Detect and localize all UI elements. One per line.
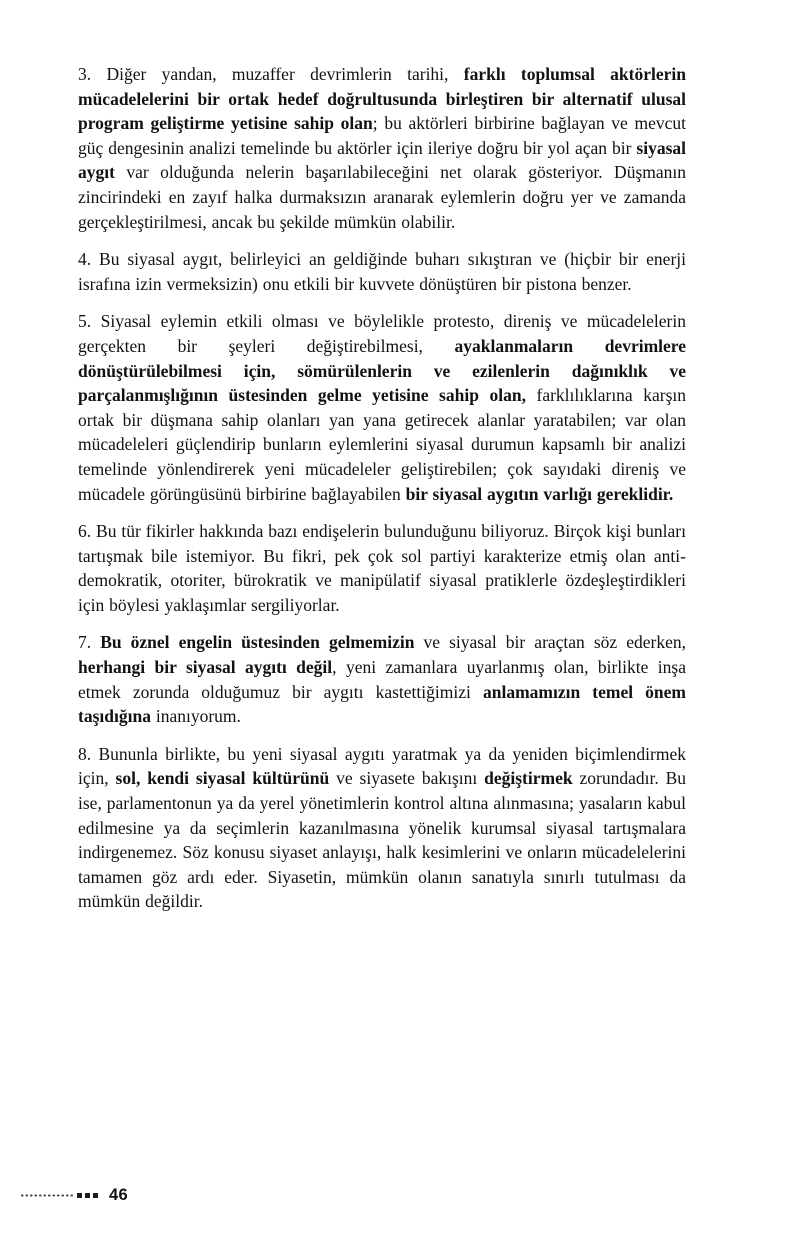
text-run: 7. [78,632,101,653]
paragraph [78,62,686,234]
bold-text-run: ayaklanmaların devrimlere dönüştürülebilmesi için, sömürülenlerin ve ezilenlerin dağınıklık ve parçalanmışlığının üstesinden gelme yetisine sahip olan, [78,335,686,406]
page-footer [20,1187,128,1203]
paragraph [78,309,686,506]
text-run: 6. Bu tür fikirler hakkında bazı endişelerin bulunduğunu biliyoruz. Birçok kişi bunları tartışmak bile istemiyor. Bu fikri, pek çok sol partiyi karakterize etmiş olan anti-demokratik, otoriter, bürokratik ve manipülatif siyasal pratiklerle özdeşleştirdikleri için böylesi yaklaşımlar sergiliyorlar. [78,521,686,615]
text-run: ; bu aktörleri birbirine bağlayan ve mevcut güç dengesinin analizi temelinde bu aktörler için ileriye doğru bir yol açan bir [78,113,686,158]
text-run: 5. Siyasal eylemin etkili olması ve böylelikle protesto, direniş ve mücadelelerin gerçekten bir şeyleri değiştirebilmesi, [78,311,686,356]
paragraph [78,519,686,617]
text-run: 8. Bununla birlikte, bu yeni siyasal aygıtı yaratmak ya da yeniden biçimlendirmek için, [78,743,686,789]
bold-text-run: değiştirmek [484,768,573,789]
bold-text-run: Bu öznel engelin üstesinden gelmemizin [100,632,415,653]
text-run: ve siyasal bir araçtan söz ederken, [414,632,687,653]
bold-text-run: herhangi bir siyasal aygıtı değil [78,657,333,678]
paragraph [78,247,686,296]
bold-text-run: sol, kendi siyasal kültürünü [115,768,330,789]
text-run: farklılıklarına karşın ortak bir düşmana sahip olanları yan yana getirecek alanlar yaratabilen; var olan mücadeleleri güçlendirip bunların eylemlerini siyasal durumun kapsamlı bir analizi temelinde yönlendirerek yeni mücadeleler geliştirebilen; çok sayıdaki direniş ve mücadele görüngüsünü birbirine bağlayabilen [78,385,686,504]
footer-squares-decoration [77,1193,101,1198]
text-run: inanıyorum. [150,706,241,727]
bold-text-run: anlamamızın temel önem taşıdığına [78,681,687,727]
page-number: 46 [109,1185,128,1204]
paragraph [78,742,686,914]
bold-text-run: siyasal aygıt [78,137,686,183]
text-run: zorundadır. Bu ise, parlamentonun ya da yerel yönetimlerin kontrol altına alınmasına; yasaların kabul edilmesine ya da seçimlerin kazanılmasına yönelik kurumsal siyasal tartışmalara indirgenemez. Söz konusu siyaset anlayışı, halk kesimlerini ve onların mücadelelerini tamamen göz ardı eder. Siyasetin, mümkün olanın sanatıyla sınırlı tutulması da mümkün değildir. [78,768,686,912]
text-run: ve siyasete bakışını [329,768,485,789]
text-run: , yeni zamanlara uyarlanmış olan, birlikte inşa etmek zorunda olduğumuz bir aygıtı kastettiğimizi [78,657,687,702]
bold-text-run: bir siyasal aygıtın varlığı gereklidir. [405,483,674,504]
text-run: 4. Bu siyasal aygıt, belirleyici an geldiğinde buharı sıkıştıran ve (hiçbir bir enerji israfına izin vermeksizin) onu etkili bir kuvvete dönüştüren bir pistona benzer. [78,249,686,294]
paragraph [78,630,686,728]
footer-dots-decoration [20,1194,74,1197]
text-run: 3. Diğer yandan, muzaffer devrimlerin tarihi, [78,64,464,84]
page-body [78,62,686,914]
text-run: var olduğunda nelerin başarılabileceğini net olarak gösteriyor. Düşmanın zincirindeki en zayıf halka durmaksızın aranarak eylemlerin doğru yer ve zamanda gerçekleştirilmesi, ancak bu şekilde mümkün olabilir. [78,162,686,232]
bold-text-run: farklı toplumsal aktörlerin mücadelelerini bir ortak hedef doğrultusunda birleştiren bir alternatif ulusal program geliştirme yetisine sahip olan [78,64,686,134]
